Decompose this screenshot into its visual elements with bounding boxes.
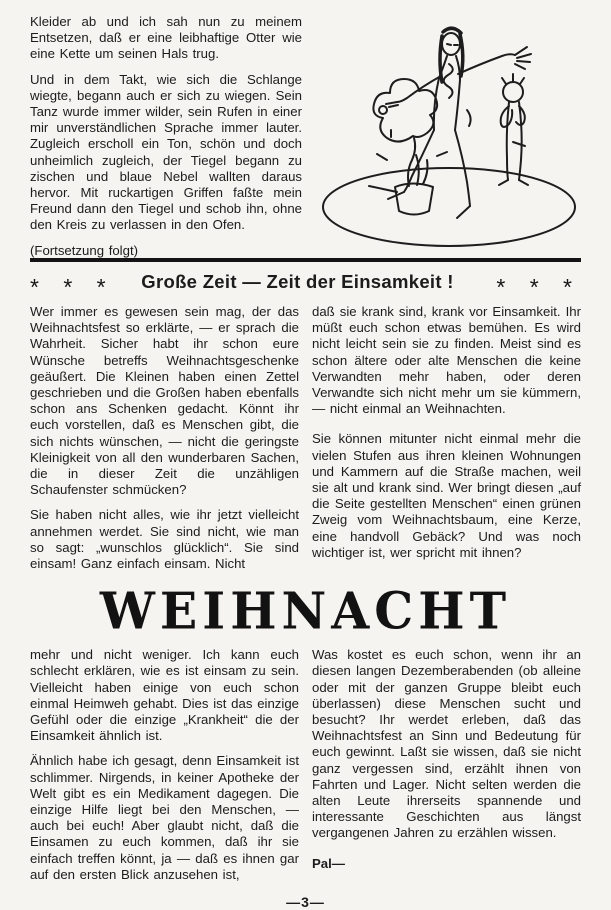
page-number: —3— [286, 894, 325, 910]
story-paragraph: Und in dem Takt, wie sich die Schlange wiegte, begann auch er sich zu wiegen. Sein Tanz wurde immer wilder, sein Rufen in einer mir unverständlichen Sprache immer lauter. Zugleich erscholl ein Ton, schön und doch unheimlich zugleich, der Tiegel begann zu zischen und blaue Nebel wallten daraus hervor. Mit ruckartigen Griffen faßte mein Freund dann den Tiegel und schob ihn, ohne den Kreis zu verlassen in den Ofen. [30, 71, 302, 233]
stars-left-icon: * * * [30, 273, 115, 300]
article-upper-columns [30, 304, 581, 581]
story-column [30, 14, 302, 258]
upper-right-column [312, 304, 581, 581]
illustration [317, 14, 581, 250]
lower-left-column [30, 647, 299, 892]
upper-left-column [30, 304, 299, 581]
paragraph: Was kostet es euch schon, wenn ihr an diesen langen Dezemberabenden (ob alleine oder mit der ganzen Gruppe bleibt euch überlassen) diese Menschen sucht und besucht? Ihr werdet erleben, daß das Weihnachtsfest an Sinn und Bedeutung für euch gewinnt. Laßt sie wissen, daß sie nicht ganz vergessen sind, erzählt ihnen von Fahrten und Lager. Nicht selten werden die alten Leute ihrerseits spannende und interessante Geschichten aus längst vergangenen Jahren zu erzählen wissen. [312, 647, 581, 841]
lower-right-column [312, 647, 581, 892]
continuation-note: (Fortsetzung folgt) [30, 242, 139, 258]
paragraph: Sie können mitunter nicht einmal mehr die vielen Stufen aus ihren kleinen Wohnungen und Kammern auf die Straße machen, weil sie alt und krank sind. Wer bringt diesen „auf die Seite gestellten Menschen“ einen grünen Zweig vom Weihnachtsbaum, eine Kerze, eine handvoll Gebäck? Und was noch wichtiger ist, wer spricht mit ihnen? [312, 431, 581, 560]
paragraph: mehr und nicht weniger. Ich kann euch schlecht erklären, wie es ist einsam zu sein. Vielleicht haben einige von euch schon einmal Heimweh gehabt. Dies ist das einzige Gefühl oder die einzige „Krankheit“ die der Einsamkeit ähnlich ist. [30, 647, 299, 744]
stars-right-icon: * * * [496, 273, 581, 300]
top-section [30, 14, 581, 258]
article-title: Große Zeit — Zeit der Einsamkeit ! [141, 271, 454, 292]
paragraph: Sie haben nicht alles, wie ihr jetzt vielleicht annehmen werdet. Sie sind nicht, wie man so sagt: „wunschlos glücklich“. Sie sind einsam! Ganz einfach einsam. Nicht [30, 507, 299, 572]
article-lower-columns [30, 647, 581, 892]
paragraph: Ähnlich habe ich gesagt, denn Einsamkeit ist schlimmer. Nirgends, in keiner Apotheke der Welt gibt es ein Medikament dagegen. Die einzige Hilfe liegt bei den Menschen, — auch bei euch! Aber glaubt nicht, daß die Einsamen zu euch kommen, daß ihr sie einfach treffen könnt, ja — daß es ihnen gar auf den ersten Blick anzusehen ist, [30, 753, 299, 882]
big-weihnacht-title: WEIHNACHT [99, 581, 512, 642]
dancing-figure-illustration [317, 14, 581, 250]
author-signature: Pal— [312, 855, 345, 871]
headline-row [30, 266, 581, 298]
story-paragraph: Kleider ab und ich sah nun zu meinem Entsetzen, daß er eine leibhaftige Otter wie eine Kette um seinen Hals trug. [30, 14, 302, 62]
paragraph: daß sie krank sind, krank vor Einsamkeit. Ihr müßt euch schon etwas bemühen. Es wird nicht leicht sein sie zu finden. Meist sind es schon ältere oder alte Menschen die keine Verwandten mehr haben, oder deren Verwandte sich nicht mehr um sie kümmern, — nicht einmal an Weihnachten. [312, 304, 581, 417]
paragraph: Wer immer es gewesen sein mag, der das Weihnachtsfest so erklärte, — er sprach die Wahrheit. Sicher habt ihr schon eure Wünsche betreffs Weihnachtsgeschenke geäußert. Die Kleinen haben einen Zettel geschrieben und die Großen haben ebenfalls schon ans Schenken gedacht. Könnt ihr euch vorstellen, daß es Menschen gibt, die sich nichts wünschen, — nicht die geringste Kleinigkeit von all den wunderbaren Sachen, die in dieser Zeit die unzähligen Schaufenster schmücken? [30, 304, 299, 498]
